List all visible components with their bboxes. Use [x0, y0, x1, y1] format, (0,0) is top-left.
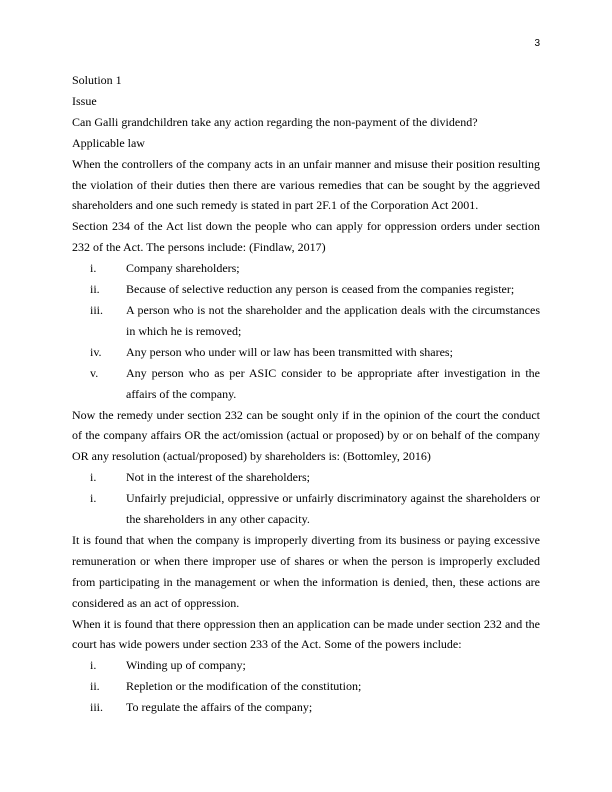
- paragraph-section-234: Section 234 of the Act list down the people who can apply for oppression orders under section 232 of the Act. The persons include: (Findlaw, 2017): [72, 219, 540, 255]
- list-item: [72, 363, 540, 405]
- issue-question: Can Galli grandchildren take any action regarding the non-payment of the dividend?: [72, 114, 478, 129]
- list-text: A person who is not the shareholder and the application deals with the circumstances in which he is removed;: [126, 302, 540, 338]
- powers-list: [72, 655, 540, 718]
- list-text: Company shareholders;: [126, 261, 240, 276]
- list-text: Unfairly prejudicial, oppressive or unfairly discriminatory against the shareholders or the shareholders in any other capacity.: [126, 491, 540, 527]
- list-number: i.: [90, 491, 97, 506]
- list-item: [72, 342, 540, 363]
- list-item: [72, 467, 540, 488]
- list-number: iv.: [90, 344, 102, 359]
- list-number: i.: [90, 261, 97, 276]
- list-number: i.: [90, 658, 97, 673]
- list-item: [72, 279, 540, 300]
- list-text: Repletion or the modification of the constitution;: [126, 679, 362, 694]
- paragraph-section-232: Now the remedy under section 232 can be sought only if in the opinion of the court the conduct of the company affairs OR the act/omission (actual or proposed) by or on behalf of the company OR any resolution (actual/proposed) by shareholders is: (Bottomley, 2016): [72, 407, 540, 464]
- page-number: 3: [534, 38, 540, 49]
- list-text: Not in the interest of the shareholders;: [126, 470, 310, 485]
- list-number: ii.: [90, 282, 100, 297]
- list-item: [72, 488, 540, 530]
- list-item: [72, 258, 540, 279]
- paragraph-section-233: When it is found that there oppression then an application can be made under section 232 and the court has wide powers under section 233 of the Act. Some of the powers include:: [72, 616, 540, 652]
- list-number: i.: [90, 470, 97, 485]
- conduct-list: [72, 467, 540, 530]
- list-item: [72, 300, 540, 342]
- document-body: [72, 70, 540, 718]
- list-number: iii.: [90, 700, 104, 715]
- paragraph-remedies: When the controllers of the company acts in an unfair manner and misuse their position resulting the violation of their duties then there are various remedies that can be sought by the aggrieved shareholders and one such remedy is stated in part 2F.1 of the Corporation Act 2001.: [72, 156, 540, 213]
- issue-heading: Issue: [72, 93, 97, 108]
- solution-heading: Solution 1: [72, 73, 122, 87]
- list-text: Any person who under will or law has been transmitted with shares;: [126, 344, 453, 359]
- list-number: ii.: [90, 679, 100, 694]
- applicable-law-heading: Applicable law: [72, 135, 145, 150]
- list-item: [72, 655, 540, 676]
- list-text: To regulate the affairs of the company;: [126, 700, 313, 715]
- applicants-list: [72, 258, 540, 404]
- list-number: iii.: [90, 302, 104, 317]
- paragraph-oppression: It is found that when the company is improperly diverting from its business or paying excessive remuneration or when there improper use of shares or when the person is improperly excluded from participating in the management or when the information is denied, then, these actions are considered as an act of oppression.: [72, 532, 540, 610]
- list-item: [72, 676, 540, 697]
- list-text: Winding up of company;: [126, 658, 246, 673]
- list-number: v.: [90, 365, 99, 380]
- list-text: Any person who as per ASIC consider to be appropriate after investigation in the affairs of the company.: [126, 365, 540, 401]
- list-item: [72, 697, 540, 718]
- list-text: Because of selective reduction any person is ceased from the companies register;: [126, 282, 515, 297]
